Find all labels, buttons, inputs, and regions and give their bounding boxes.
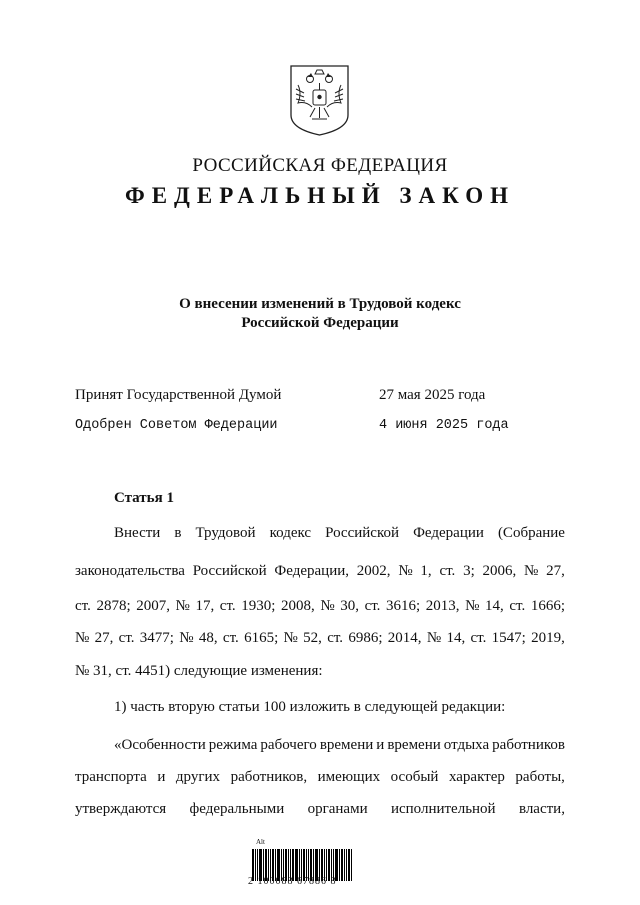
- duma-adoption-label: Принят Государственной Думой: [75, 387, 282, 403]
- article-heading: Статья 1: [114, 490, 174, 506]
- law-title: [0, 295, 640, 333]
- council-approval-label: Одобрен Советом Федерации: [75, 418, 278, 433]
- text-line: № 27, ст. 3477; № 48, ст. 6165; № 52, ст. 6986; 2014, № 14, ст. 1547; 2019,: [75, 630, 565, 646]
- duma-adoption-date: 27 мая 2025 года: [379, 387, 486, 403]
- text-line: законодательства Российской Федерации, 2002, № 1, ст. 3; 2006, № 27,: [75, 563, 565, 579]
- document-barcode: [248, 838, 360, 890]
- country-name: РОССИЙСКАЯ ФЕДЕРАЦИЯ: [192, 155, 448, 176]
- barcode-number: 2 100088 67886 8: [248, 876, 337, 887]
- document-type: ФЕДЕРАЛЬНЫЙ ЗАКОН: [124, 183, 516, 208]
- law-title-line-2: Российской Федерации: [241, 315, 399, 331]
- text-line: утверждаются федеральными органами исполнительной власти,: [75, 801, 565, 817]
- text-line: транспорта и других работников, имеющих особый характер работы,: [75, 769, 565, 785]
- text-line: ст. 2878; 2007, № 17, ст. 1930; 2008, № 30, ст. 3616; 2013, № 14, ст. 1666;: [75, 598, 565, 614]
- coat-of-arms-emblem: [288, 63, 351, 137]
- council-approval-date: 4 июня 2025 года: [379, 418, 509, 433]
- text-line: 1) часть вторую статьи 100 изложить в следующей редакции:: [114, 699, 506, 715]
- barcode-mark: Alt: [256, 838, 265, 846]
- law-title-line-1: О внесении изменений в Трудовой кодекс: [179, 296, 461, 312]
- text-line: № 31, ст. 4451) следующие изменения:: [75, 663, 323, 679]
- text-line: Внести в Трудовой кодекс Российской Федерации (Собрание: [114, 525, 565, 541]
- text-line: «Особенности режима рабочего времени и времени отдыха работников: [114, 737, 565, 753]
